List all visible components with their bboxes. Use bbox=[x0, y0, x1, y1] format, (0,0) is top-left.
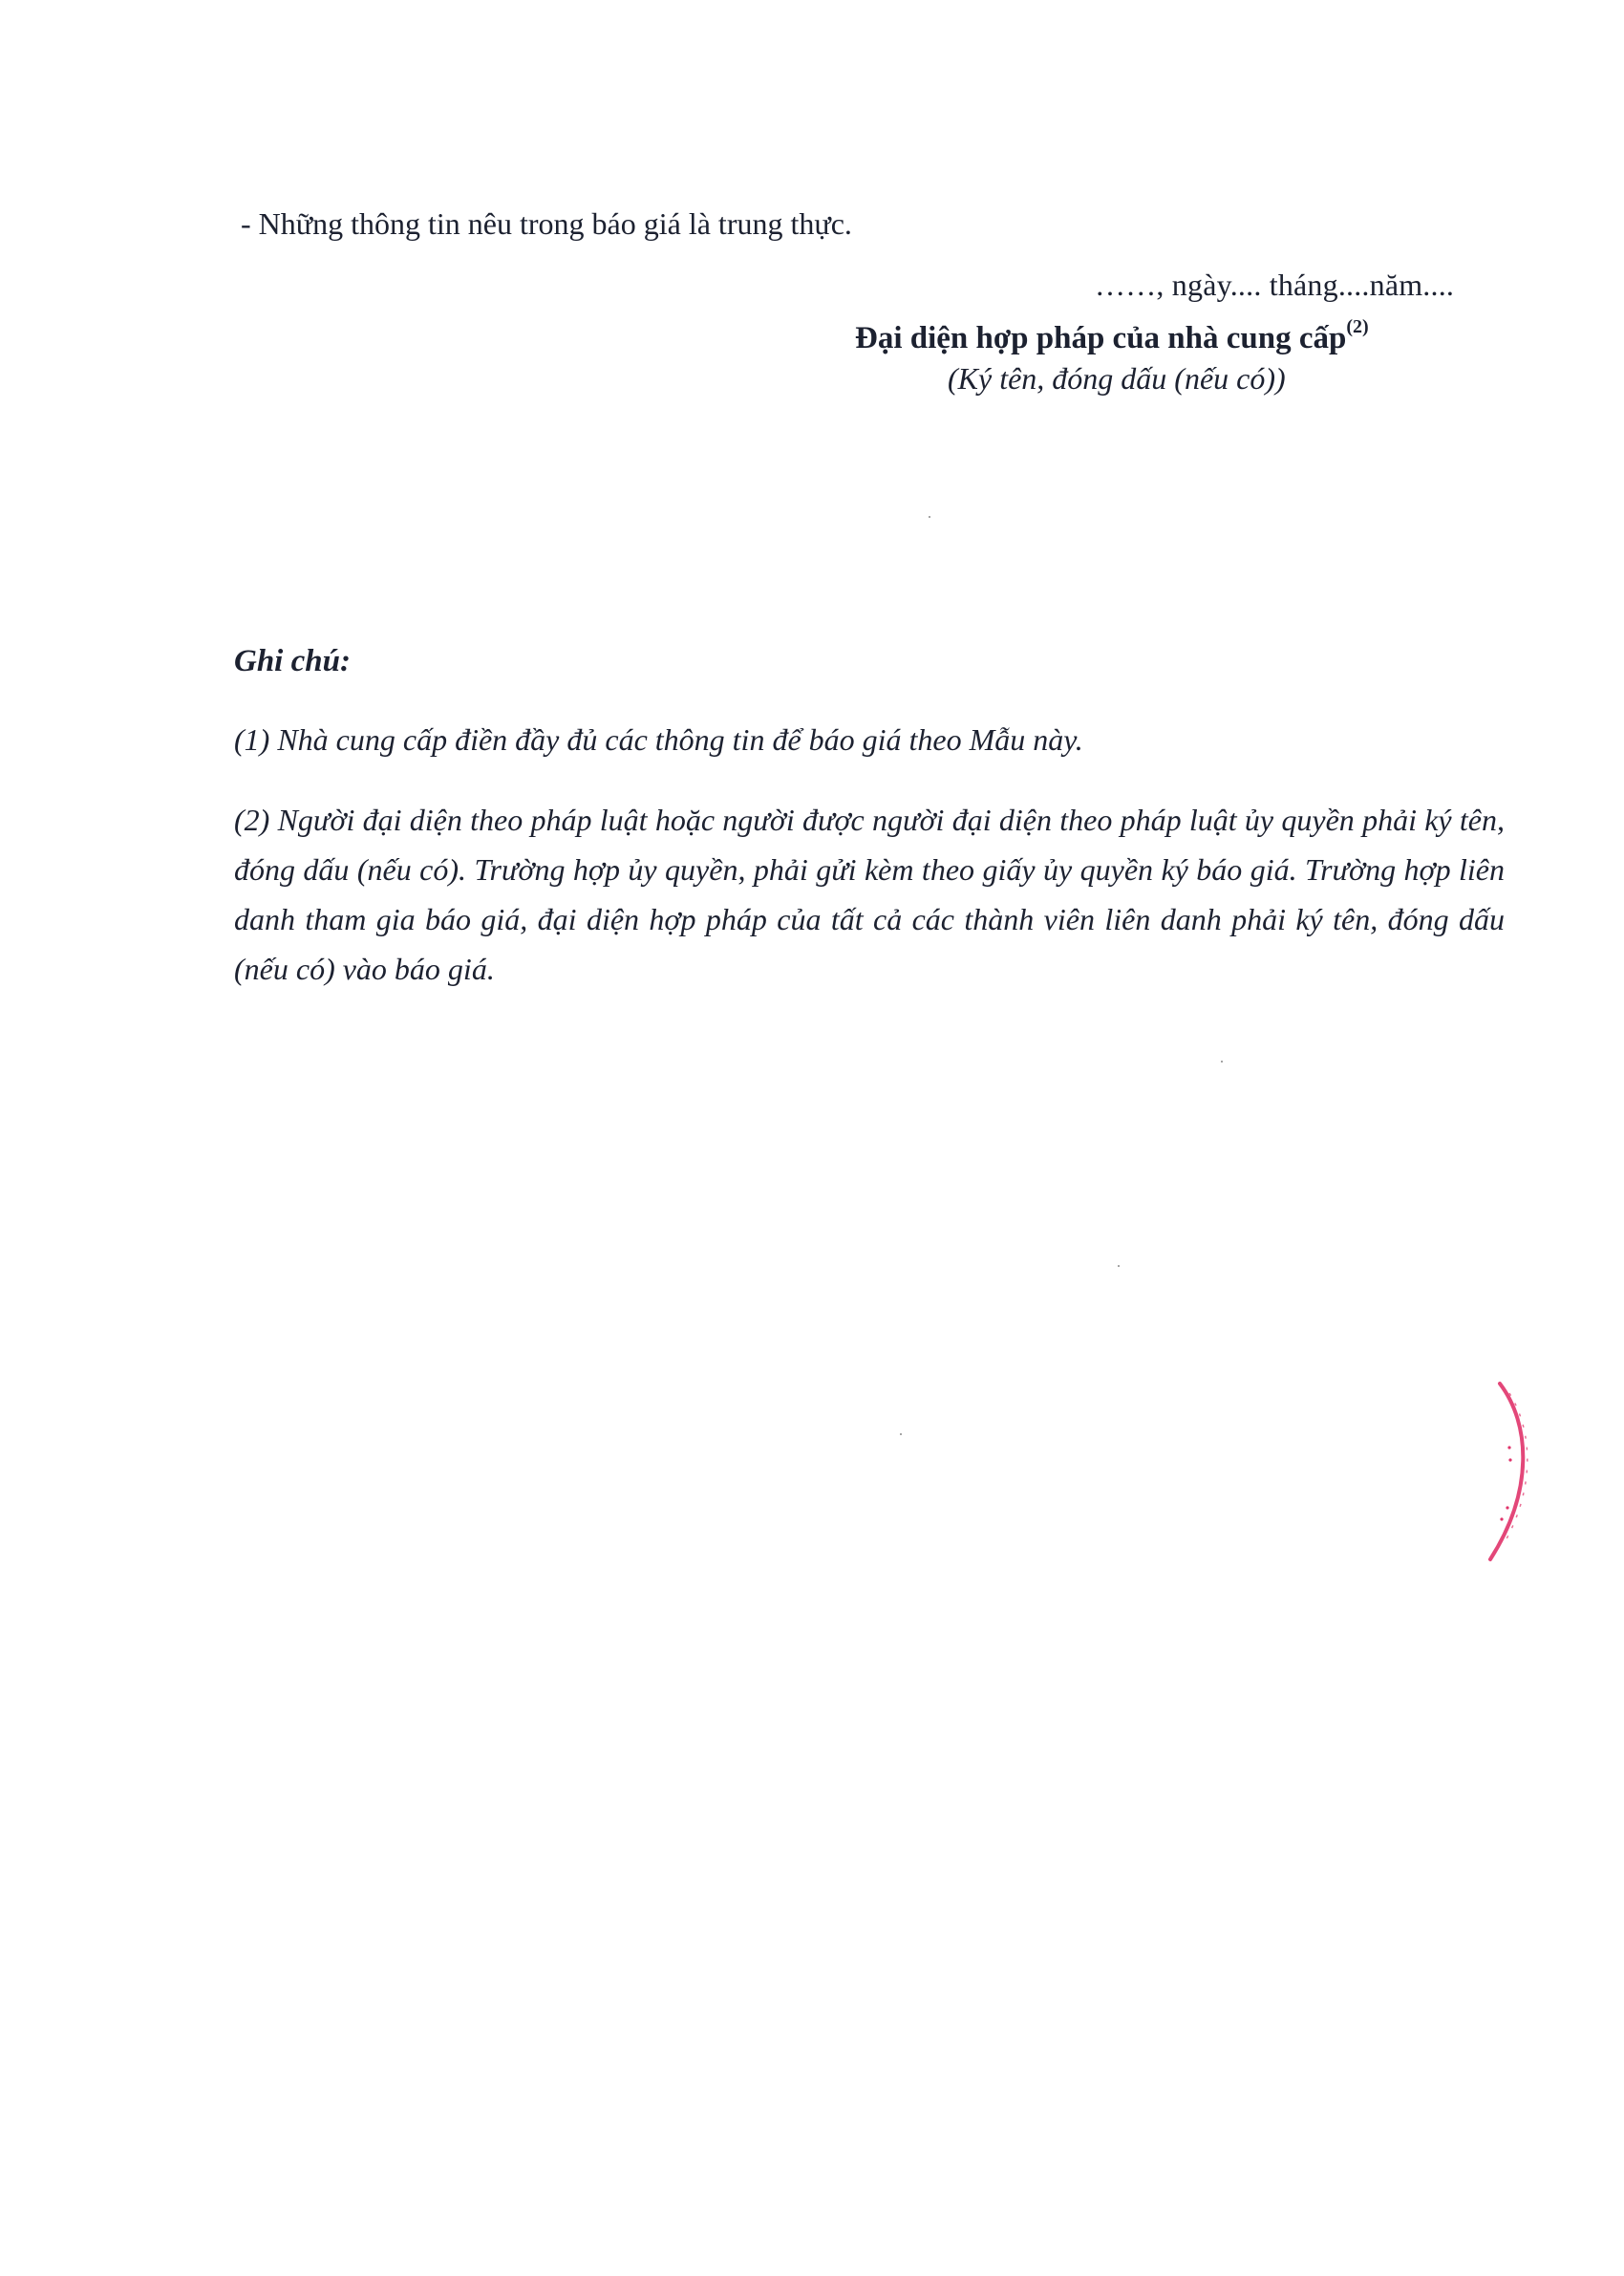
signer-title-footnote-ref: (2) bbox=[1346, 316, 1369, 337]
note-item-1: (1) Nhà cung cấp điền đầy đủ các thông tin để báo giá theo Mẫu này. bbox=[234, 722, 1083, 757]
signer-title-text: Đại diện hợp pháp của nhà cung cấp bbox=[855, 321, 1347, 355]
note-item-2: (2) Người đại diện theo pháp luật hoặc người được người đại diện theo pháp luật ủy quyền phải ký tên, đóng dấu (nếu có). Trường hợp ủy quyền, phải gửi kèm theo giấy ủy quyền ký báo giá. Trường hợp liên danh tham gia báo giá, đại diện hợp pháp của tất cả các thành viên liên danh phải ký tên, đóng dấu (nếu có) vào báo giá. bbox=[234, 803, 1505, 986]
scan-speck bbox=[1221, 1061, 1223, 1063]
stamp-fragment bbox=[1471, 1376, 1538, 1567]
scan-speck bbox=[929, 516, 930, 518]
notes-heading: Ghi chú: bbox=[234, 644, 351, 678]
date-line: ……, ngày.... tháng....năm.... bbox=[1095, 268, 1455, 302]
scan-speck bbox=[900, 1433, 902, 1435]
declaration-text: - Những thông tin nêu trong báo giá là trung thực. bbox=[241, 206, 852, 241]
scan-speck bbox=[1118, 1265, 1120, 1267]
signer-instruction: (Ký tên, đóng dấu (nếu có)) bbox=[948, 361, 1286, 396]
signer-title bbox=[855, 316, 1369, 357]
